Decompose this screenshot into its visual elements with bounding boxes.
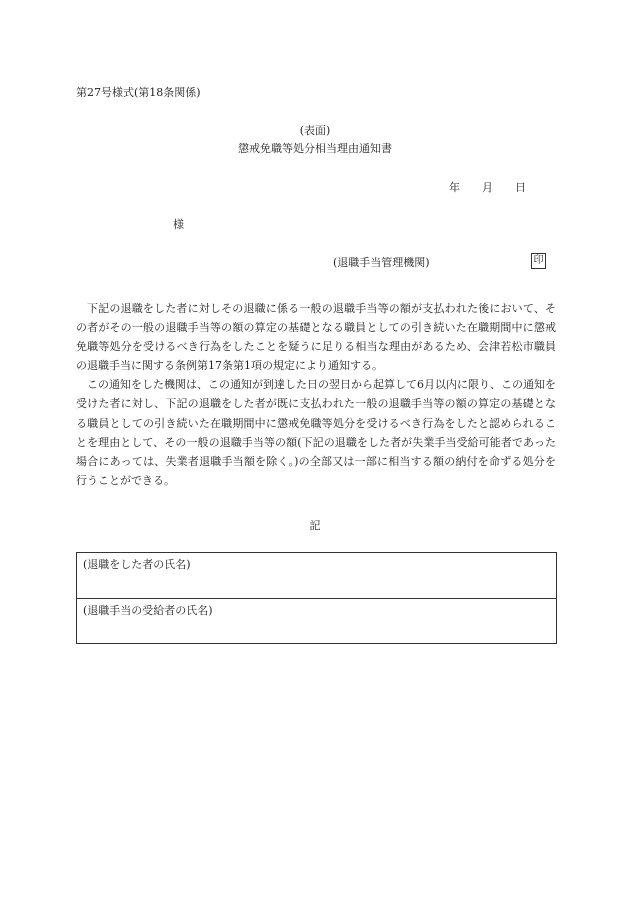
date-day: 日 — [515, 181, 526, 194]
recipient-suffix: 様 — [173, 218, 184, 231]
ki-label: 記 — [309, 519, 321, 532]
document-title: 懲戒免職等処分相当理由通知書 — [238, 142, 392, 155]
seal-mark: 印 — [531, 253, 546, 269]
row-label-recipient-name: (退職手当の受給者の氏名) — [83, 604, 213, 617]
date-month: 月 — [482, 181, 493, 194]
paragraph-2: この通知をした機関は、この通知が到達した日の翌日から起算して6月以内に限り、この通知を受けた者に対し、下記の退職をした者が既に支払われた一般の退職手当等の額の算定の基礎となる職員としての引き続いた在職期間中に懲戒免職等処分を受けるべき行為をしたと認められることを理由として、その一般の退職手当等の額(下記の退職をした者が失業手当受給可能者であった場合にあっては、失業者退職手当額を除く。)の全部又は一部に相当する額の納付を命ずる処分を行うことができる。 — [76, 378, 556, 487]
agency-label: (退職手当管理機関) — [333, 256, 430, 269]
table-row-retiree-name — [77, 553, 556, 598]
body-text — [76, 299, 556, 490]
name-table — [76, 552, 557, 644]
date-year: 年 — [449, 181, 460, 194]
table-row-recipient-name — [77, 598, 556, 643]
side-label: (表面) — [299, 124, 331, 137]
paragraph-1: 下記の退職をした者に対しその退職に係る一般の退職手当等の額が支払われた後において、その者がその一般の退職手当等の額の算定の基礎となる職員としての引き続いた在職期間中に懲戒免職等処分を受けるべき行為をしたことを疑うに足りる相当な理由があるため、会津若松市職員の退職手当に関する条例第17条第1項の規定により通知する。 — [76, 302, 556, 373]
date-line — [449, 179, 526, 195]
row-label-retiree-name: (退職をした者の氏名) — [83, 558, 191, 571]
form-number: 第27号様式(第18条関係) — [76, 86, 201, 99]
